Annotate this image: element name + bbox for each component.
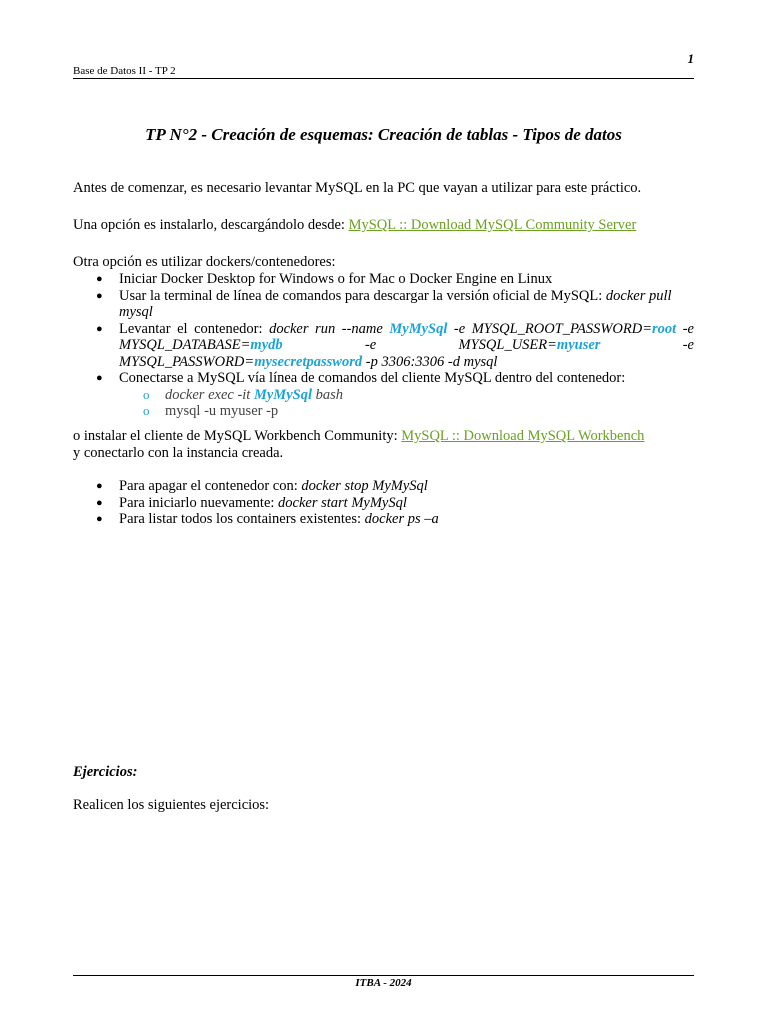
list-item: o docker exec -it MyMySql bash <box>143 386 343 403</box>
document-page <box>73 0 694 1024</box>
footer-text: ITBA - 2024 <box>355 977 412 989</box>
docker-pull-command: docker pull mysql <box>119 287 672 320</box>
bullet-icon: ● <box>96 322 103 335</box>
docker-start-command: docker start MyMySql <box>278 494 407 511</box>
page-title: TP N°2 - Creación de esquemas: Creación de tablas - Tipos de datos <box>145 125 622 144</box>
bullet-icon: ● <box>96 496 103 509</box>
exercises-heading: Ejercicios: <box>73 764 138 780</box>
mysql-workbench-download-link[interactable]: MySQL :: Download MySQL Workbench <box>401 428 645 444</box>
list-item: ● Iniciar Docker Desktop for Windows o for Mac o Docker Engine en Linux <box>96 271 553 287</box>
intro-paragraph: Antes de comenzar, es necesario levantar MySQL en la PC que vayan a utilizar para este práctico. <box>73 180 642 196</box>
bullet-icon: ● <box>96 372 103 384</box>
list-item: ● Usar la terminal de línea de comandos para descargar la versión oficial de MySQL: docker pull mysql <box>96 287 672 320</box>
list-item: ● Para listar todos los containers existentes: docker ps –a <box>96 511 439 527</box>
option1-paragraph <box>73 217 694 234</box>
docker-steps-list <box>73 271 694 420</box>
list-item: ● Para iniciarlo nuevamente: docker start MyMySql <box>96 494 407 511</box>
connect-substeps-list <box>119 387 694 420</box>
list-item: o mysql -u myuser -p <box>143 403 279 419</box>
footer-divider <box>73 975 694 976</box>
header-course: Base de Datos II - TP 2 <box>73 65 176 77</box>
option1-text: Una opción es instalarlo, descargándolo desde: <box>73 217 349 233</box>
docker-commands-list <box>73 478 694 528</box>
list-item: ● Para apagar el contenedor con: docker stop MyMySql <box>96 478 428 494</box>
header-divider <box>73 78 694 79</box>
exercises-paragraph: Realicen los siguientes ejercicios: <box>73 797 270 813</box>
docker-ps-command: docker ps –a <box>364 511 439 527</box>
bullet-icon: ● <box>96 273 103 285</box>
circle-bullet-icon: o <box>143 386 150 402</box>
option2-paragraph: Otra opción es utilizar dockers/contenedores: <box>73 254 336 270</box>
mysql-server-download-link[interactable]: MySQL :: Download MySQL Community Server <box>348 217 637 233</box>
circle-bullet-icon: o <box>143 403 150 418</box>
bullet-icon: ● <box>96 480 103 492</box>
list-item: ● Levantar el contenedor: docker run --name MyMySql -e MYSQL_ROOT_PASSWORD=root -e MYSQL_DATABASE=mydb -e MYSQL_USER=myuser -e MYSQL_PASSWORD=mysecretpassword -p 3306:3306 -d mysql <box>96 320 694 370</box>
workbench-paragraph: o instalar el cliente de MySQL Workbench Community: MySQL :: Download MySQL Workbench y conectarlo con la instancia creada. <box>73 428 645 461</box>
list-item: ● Conectarse a MySQL vía línea de comandos del cliente MySQL dentro del contenedor: o docker exec -it MyMySql bash o mysql -u myuser -p <box>73 370 694 420</box>
page-number: 1 <box>687 51 694 66</box>
bullet-icon: ● <box>96 513 103 525</box>
bullet-icon: ● <box>96 289 103 302</box>
docker-stop-command: docker stop MyMySql <box>301 478 428 494</box>
